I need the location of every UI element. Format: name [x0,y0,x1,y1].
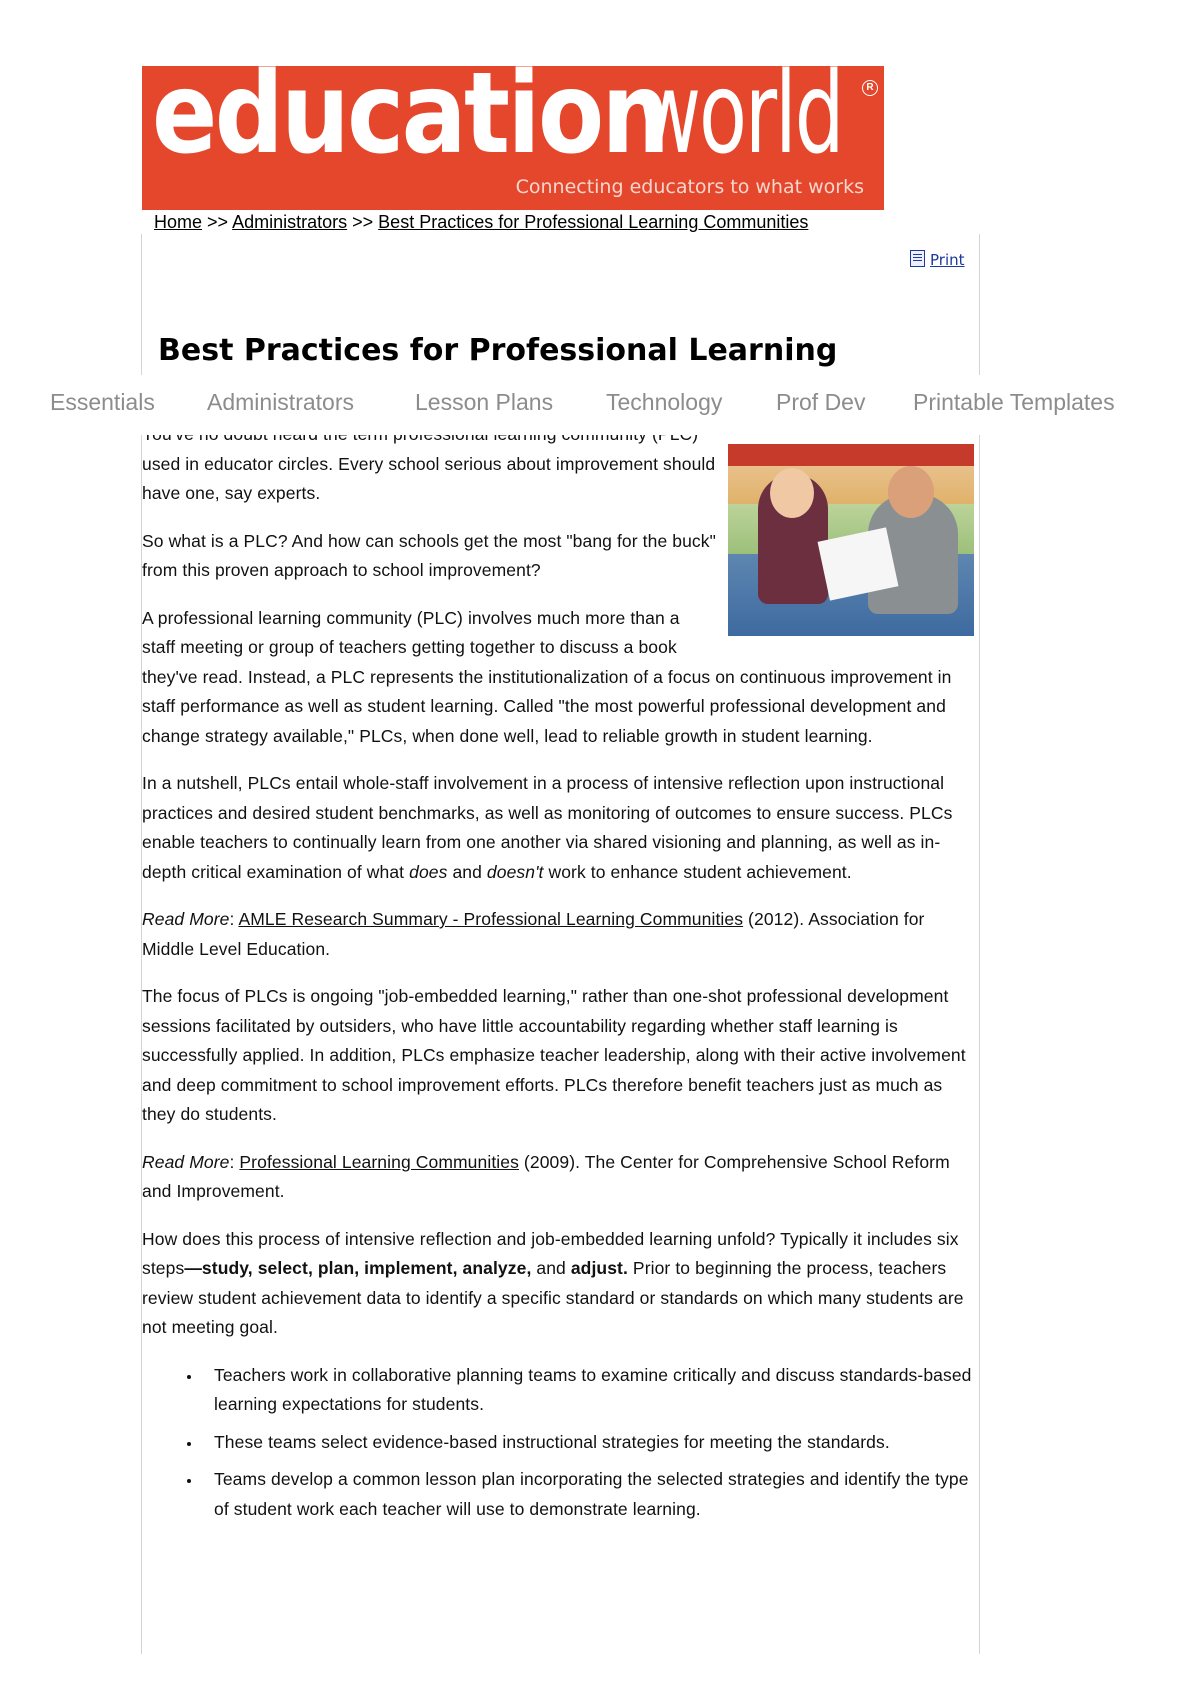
page-title: Best Practices for Professional Learning [158,333,838,368]
photo-person-left-head [770,468,814,518]
photo-person-right-head [888,466,934,518]
top-navigation [0,375,1200,435]
print-label[interactable]: Print [930,251,965,269]
breadcrumb [154,212,808,233]
teachers-photo [728,444,974,636]
read-more-1-citation: (2012). Association for Middle Level Education. [142,909,925,959]
emphasis-doesnt: doesn't [486,861,544,882]
paragraph-2: So what is a PLC? And how can schools get the most "bang for the buck" from this proven approach to school improvement? [142,530,716,580]
nav-item-essentials[interactable]: Essentials [50,389,155,415]
breadcrumb-administrators[interactable]: Administrators [232,212,348,232]
six-steps: —study, select, plan, implement, analyze, [184,1258,532,1278]
emphasis-does: does [409,861,448,882]
read-more-label: Read More [142,1151,230,1172]
steps-list [202,1361,974,1525]
breadcrumb-current[interactable]: Best Practices for Professional Learning Communities [378,212,809,232]
read-more-1 [142,905,974,964]
education-world-logo[interactable] [142,66,884,210]
paragraph-6-text-a: How does this process of intensive reflection and job-embedded learning unfold? Typically it includes six steps [142,1228,959,1278]
breadcrumb-home[interactable]: Home [154,212,203,232]
read-more-colon: : [229,1151,240,1172]
nav-item-prof-dev[interactable]: Prof Dev [776,389,866,415]
list-item: • These teams select evidence-based instructional strategies for meeting the standards. [202,1428,974,1458]
nav-item-printable-templates[interactable]: Printable Templates [913,389,1115,415]
paragraph-3: A professional learning community (PLC) involves much more than a staff meeting or group of teachers getting together to discuss a book they've read. Instead, a PLC represents the institutionalization of a focus on continuous improvement in staff performance as well as student learning. Called "the most powerful professional development and change strategy available," PLCs, when done well, lead to reliable growth in student learning. [142,607,952,746]
paragraph-6 [142,1225,974,1343]
article-body [142,420,974,1532]
amle-research-link[interactable]: AMLE Research Summary - Professional Learning Communities [238,909,744,929]
plc-resource-link[interactable]: Professional Learning Communities [239,1151,519,1172]
list-item: • Teams develop a common lesson plan incorporating the selected strategies and identify the type of student work each teacher will use to demonstrate learning. [202,1465,974,1524]
paragraph-4-and: and [447,861,487,882]
read-more-2-citation: (2009). The Center for Comprehensive School Reform and Improvement. [142,1151,950,1201]
print-icon [910,250,925,267]
paragraph-6-text-b: Prior to beginning the process, teachers review student achievement data to identify a specific standard or standards on which many students are not meeting goal. [142,1258,964,1337]
read-more-colon: : [229,909,239,929]
logo-word-world: world [637,66,843,179]
logo-tagline: Connecting educators to what works [515,176,864,198]
print-link[interactable] [910,250,965,269]
nav-item-administrators[interactable]: Administrators [207,389,354,415]
read-more-2 [142,1148,974,1207]
paragraph-4 [142,769,974,887]
registered-mark-icon: R [862,80,878,96]
page-title-container [158,328,958,376]
list-item: • Teachers work in collaborative planning teams to examine critically and discuss standards-based learning expectations for students. [202,1361,974,1420]
logo-word-education: education [152,66,668,179]
paragraph-5: The focus of PLCs is ongoing "job-embedded learning," rather than one-shot professional development sessions facilitated by outsiders, who have little accountability regarding whether staff learning is successfully applied. In addition, PLCs emphasize teacher leadership, along with their active involvement and deep commitment to school improvement efforts. PLCs therefore benefit teachers just as much as they do students. [142,986,966,1124]
breadcrumb-separator: >> [207,212,229,232]
step-adjust: adjust. [570,1258,628,1278]
breadcrumb-separator: >> [352,212,374,232]
nav-item-technology[interactable]: Technology [606,389,723,415]
paragraph-1: used in educator circles. Every school serious about improvement should have one, say experts. [142,453,716,503]
paragraph-4-text-a: In a nutshell, PLCs entail whole-staff involvement in a process of intensive reflection upon instructional practices and desired student benchmarks, as well as monitoring of outcomes to ensure success. PLCs enable teachers to continually learn from one another via shared visioning and planning, as well as in-depth critical examination of what [142,773,953,882]
nav-item-lesson-plans[interactable]: Lesson Plans [415,389,554,415]
paragraph-6-and: and [531,1258,571,1278]
paragraph-4-text-b: work to enhance student achievement. [543,861,852,882]
read-more-label: Read More [142,909,230,929]
